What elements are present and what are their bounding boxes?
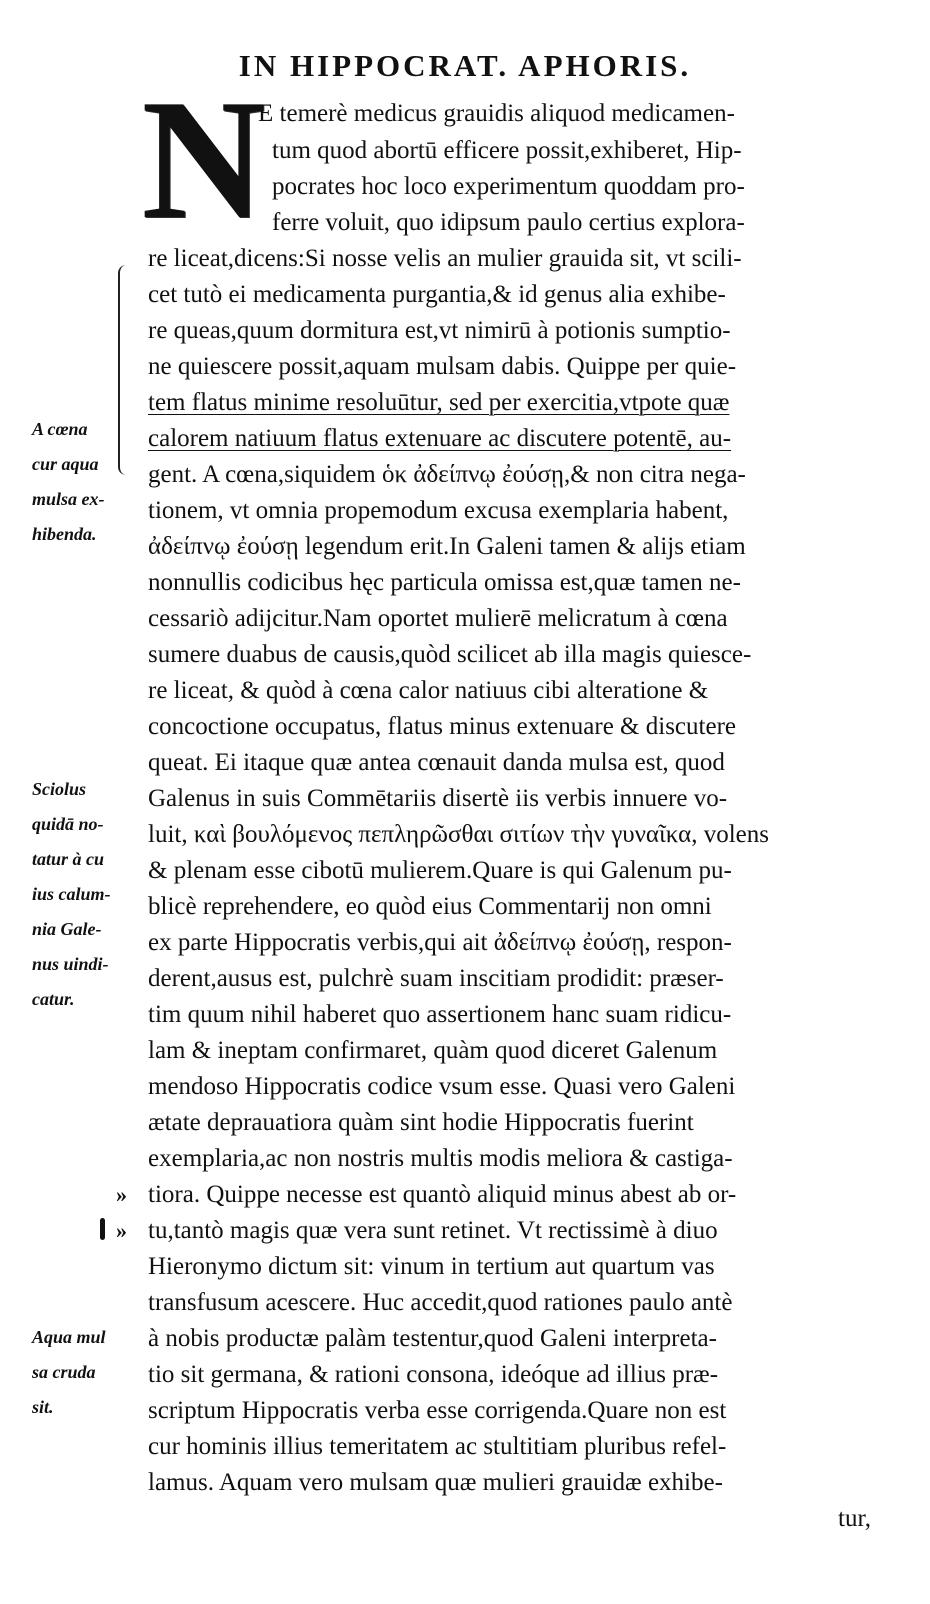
text-line: re queas,quum dormitura est,vt nimirū à potionis sumptio- xyxy=(148,317,731,344)
text-line: scriptum Hippocratis verba esse corrigenda.Quare non est xyxy=(148,1397,727,1424)
margin-note-line: Aqua mul xyxy=(32,1327,106,1347)
text-line: tio sit germana, & rationi consona, ideóque ad illius præ- xyxy=(148,1361,719,1388)
catchword: tur, xyxy=(838,1505,872,1532)
text-line: ἀδείπνῳ ἐούσῃ legendum erit.In Galeni tamen & alijs etiam xyxy=(148,533,746,560)
text-line: re liceat,dicens:Si nosse velis an mulier grauida sit, vt scili- xyxy=(148,245,742,272)
text-line: tionem, vt omnia propemodum excusa exemplaria habent, xyxy=(148,497,729,524)
text-line: tiora. Quippe necesse est quantò aliquid minus abest ab or- xyxy=(148,1181,737,1208)
text-line: lam & ineptam confirmaret, quàm quod diceret Galenum xyxy=(148,1037,718,1064)
text-line: mendoso Hippocratis codice vsum esse. Quasi vero Galeni xyxy=(148,1073,736,1100)
margin-note-line: quidā no- xyxy=(32,814,104,834)
margin-note-line: hibenda. xyxy=(32,524,97,544)
text-line: cet tutò ei medicamenta purgantia,& id genus alia exhibe- xyxy=(148,281,726,308)
quotation-mark: » xyxy=(116,1218,127,1243)
text-line: sumere duabus de causis,quòd scilicet ab illa magis quiesce- xyxy=(148,641,752,668)
quotation-mark: » xyxy=(116,1182,127,1207)
text-line: Hieronymo dictum sit: vinum in tertium aut quartum vas xyxy=(148,1253,715,1280)
text-line: cessariò adijcitur.Nam oportet mulierē melicratum à cœna xyxy=(148,605,728,632)
text-line: pocrates hoc loco experimentum quoddam pro- xyxy=(272,173,745,200)
handwritten-bracket-mark xyxy=(118,265,134,475)
text-line: luit, καὶ βουλόμενος πεπληρῶσθαι σιτίων τὴν γυναῖκα, volens xyxy=(148,821,769,848)
text-line: concoctione occupatus, flatus minus extenuare & discutere xyxy=(148,713,736,740)
drop-cap-initial: N xyxy=(141,65,266,255)
margin-note-line: sa cruda xyxy=(32,1362,96,1382)
text-line: E temerè medicus grauidis aliquod medicamen- xyxy=(258,100,735,127)
text-line: ferre voluit, quo idipsum paulo certius explora- xyxy=(272,209,745,236)
text-line: derent,ausus est, pulchrè suam inscitiam prodidit: præser- xyxy=(148,965,724,992)
margin-note-line: nus uindi- xyxy=(32,954,109,974)
running-head: IN HIPPOCRAT. APHORIS. xyxy=(238,48,692,83)
text-line-underlined: tem flatus minime resoluūtur, sed per exercitia,vtpote quæ xyxy=(148,389,730,416)
text-line: exemplaria,ac non nostris multis modis meliora & castiga- xyxy=(148,1145,733,1172)
margin-note-line: catur. xyxy=(32,989,75,1009)
text-line: tu,tantò magis quæ vera sunt retinet. Vt rectissimè à diuo xyxy=(148,1217,718,1244)
text-line: ætate deprauatiora quàm sint hodie Hippocratis fuerint xyxy=(148,1109,694,1136)
text-line: tim quum nihil haberet quo assertionem hanc suam ridicu- xyxy=(148,1001,732,1028)
text-line-underlined: calorem natiuum flatus extenuare ac discutere potentē, au- xyxy=(148,425,732,452)
margin-note-line: cur aqua xyxy=(32,454,99,474)
text-line: gent. A cœna,siquidem ὁκ ἀδείπνῳ ἐούσῃ,& non citra nega- xyxy=(148,461,746,488)
text-line: ex parte Hippocratis verbis,qui ait ἀδείπνῳ ἐούσῃ, respon- xyxy=(148,929,732,956)
ink-tick-mark xyxy=(100,1218,105,1240)
text-line: cur hominis illius temeritatem ac stultitiam pluribus refel- xyxy=(148,1433,727,1460)
margin-note-line: nia Gale- xyxy=(32,919,102,939)
text-line: nonnullis codicibus hęc particula omissa est,quæ tamen ne- xyxy=(148,569,741,596)
text-line: blicè reprehendere, eo quòd eius Commentarij non omni xyxy=(148,893,712,920)
text-line: ne quiescere possit,aquam mulsam dabis. Quippe per quie- xyxy=(148,353,737,380)
text-line: queat. Ei itaque quæ antea cœnauit danda mulsa est, quod xyxy=(148,749,725,776)
text-line: Galenus in suis Commētariis disertè iis verbis innuere vo- xyxy=(148,785,728,812)
text-line: transfusum acescere. Huc accedit,quod rationes paulo antè xyxy=(148,1289,733,1316)
text-line: tum quod abortū efficere possit,exhiberet, Hip- xyxy=(272,137,742,164)
text-line: & plenam esse cibotū mulierem.Quare is qui Galenum pu- xyxy=(148,857,732,884)
margin-note-line: sit. xyxy=(32,1397,54,1417)
text-line: re liceat, & quòd à cœna calor natiuus cibi alteratione & xyxy=(148,677,709,704)
text-line: lamus. Aquam vero mulsam quæ mulieri grauidæ exhibe- xyxy=(148,1469,723,1496)
margin-note-line: mulsa ex- xyxy=(32,489,105,509)
margin-note-line: ius calum- xyxy=(32,884,111,904)
margin-note-line: A cœna xyxy=(32,419,88,439)
margin-note-line: tatur à cu xyxy=(32,849,105,869)
margin-note-line: Sciolus xyxy=(32,779,87,799)
text-line: à nobis productæ palàm testentur,quod Galeni interpreta- xyxy=(148,1325,717,1352)
